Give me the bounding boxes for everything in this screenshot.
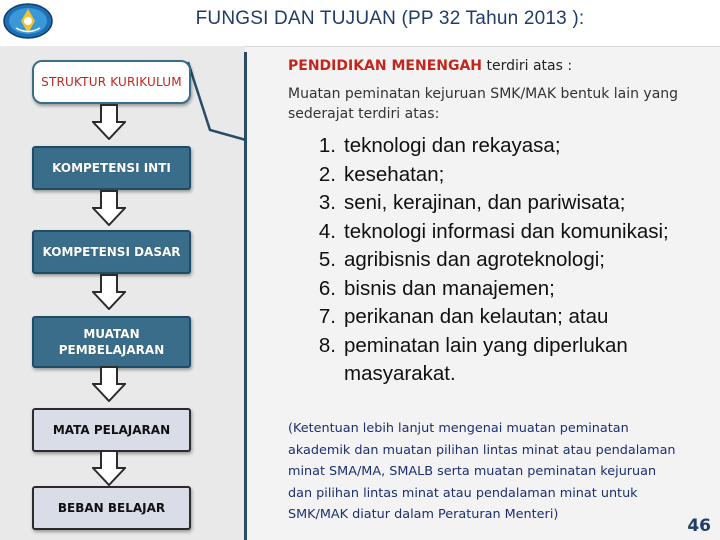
intro-text: Muatan peminatan kejuruan SMK/MAK bentuk lain yang sederajat terdiri atas: [288, 86, 679, 122]
list-item: 1. teknologi dan rekayasa; [318, 134, 561, 157]
numbered-list [304, 132, 704, 389]
list-item: 2. kesehatan; [318, 162, 445, 186]
down-arrow-icon [92, 104, 126, 140]
flow-box-struktur-kurikulum: STRUKTUR KURIKULUM [32, 60, 191, 104]
flow-box-mata-pelajaran: MATA PELAJARAN [32, 408, 191, 452]
list-item: 7. perikanan dan kelautan; atau [318, 305, 609, 328]
intro-heading [288, 58, 572, 74]
flow-box-beban-belajar: BEBAN BELAJAR [32, 486, 191, 530]
divider-line [244, 52, 247, 540]
list-item: 5. agribisnis dan agroteknologi; [318, 248, 605, 271]
intro-heading-bold: PENDIDIKAN MENENGAH [288, 58, 483, 74]
list-item: 8. peminatan lain yang diperlukan masyarakat. [318, 333, 628, 385]
content-area [282, 46, 720, 540]
down-arrow-icon [92, 450, 126, 486]
list-item: 4. teknologi informasi dan komunikasi; [318, 219, 669, 243]
page-title: FUNGSI DAN TUJUAN (PP 32 Tahun 2013 ): [195, 8, 585, 29]
down-arrow-icon [92, 366, 126, 402]
down-arrow-icon [92, 190, 126, 226]
down-arrow-icon [92, 274, 126, 310]
page-number: 46 [687, 516, 711, 536]
flow-box-kompetensi-dasar: KOMPETENSI DASAR [32, 230, 191, 274]
footnote: (Ketentuan lebih lanjut mengenai muatan peminatan akademik dan muatan pilihan lintas minat atau pendalaman minat SMA/MA, SMALB serta muatan peminatan kejuruan dan pilihan lintas minat atau pendalaman minat untuk SMK/MAK diatur dalam Peraturan Menteri) [288, 421, 676, 522]
flow-box-muatan-pembelajaran: MUATAN PEMBELAJARAN [32, 316, 191, 368]
flow-box-kompetensi-inti: KOMPETENSI INTI [32, 146, 191, 190]
list-item: 6. bisnis dan manajemen; [318, 276, 555, 300]
intro-heading-rest: terdiri atas : [482, 58, 573, 74]
list-item: 3. seni, kerajinan, dan pariwisata; [318, 191, 626, 214]
